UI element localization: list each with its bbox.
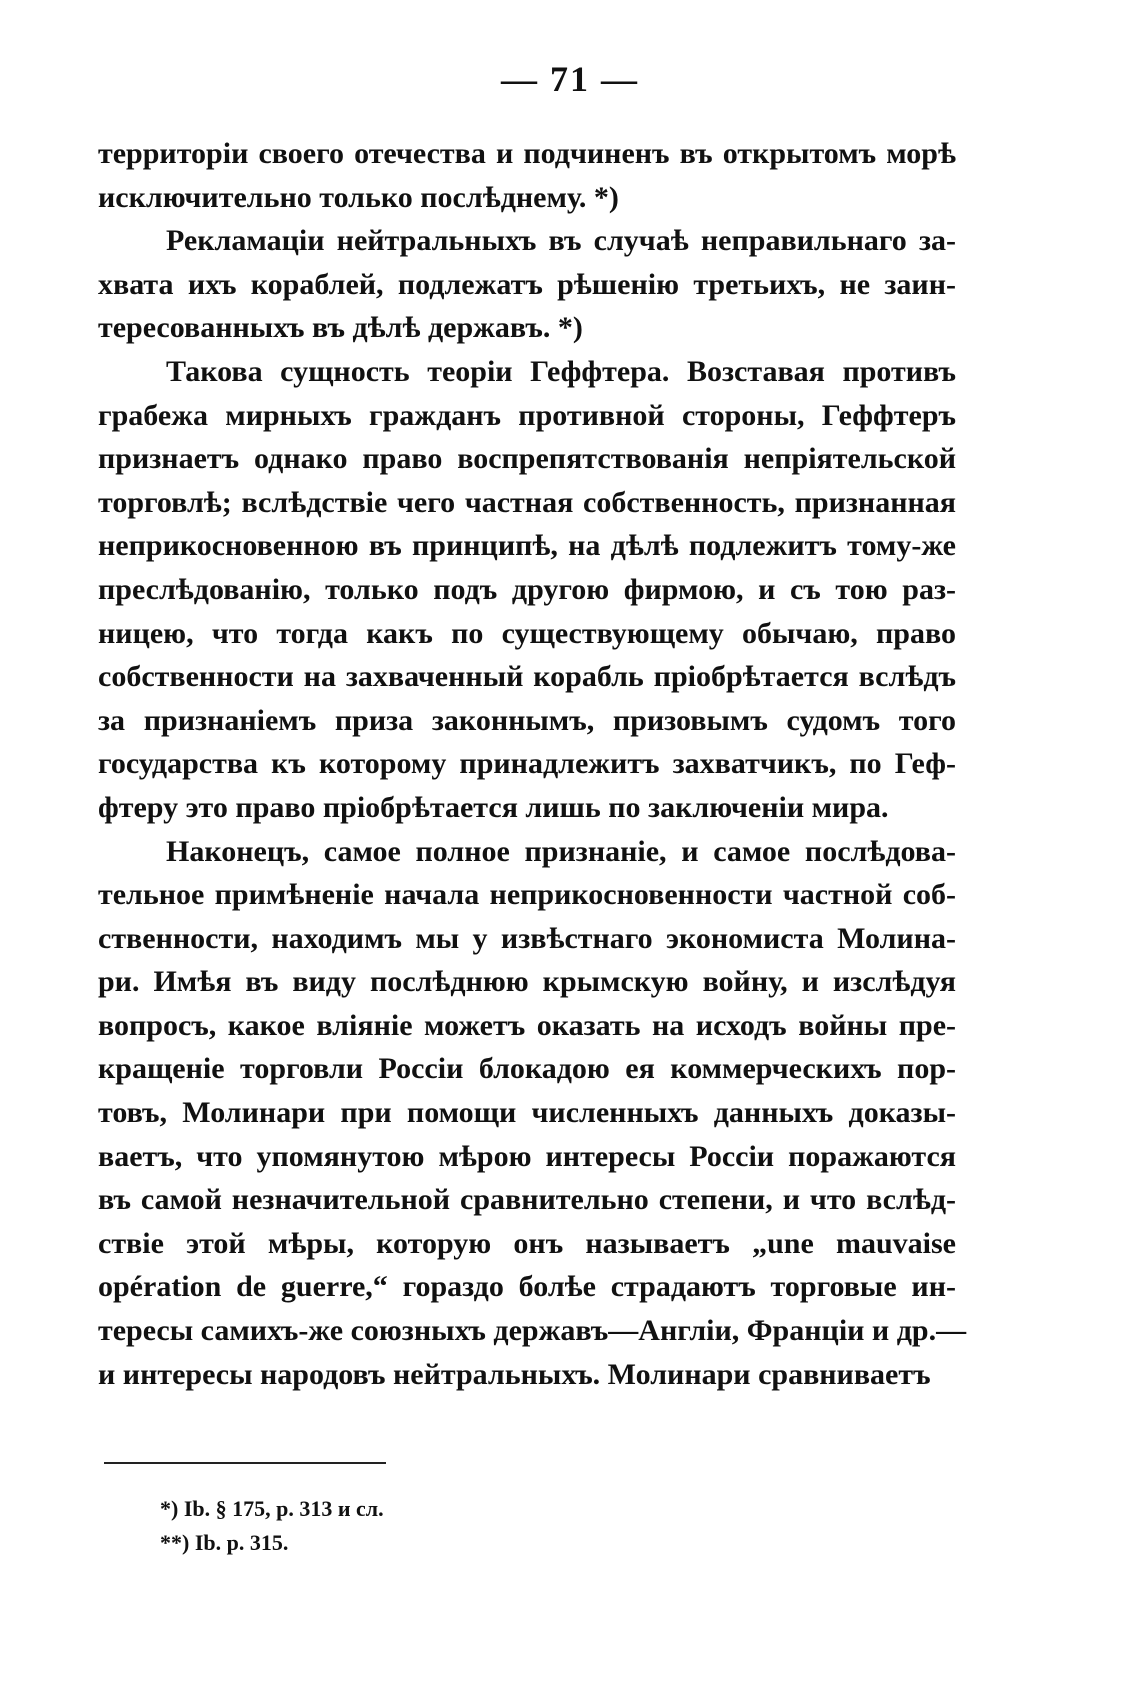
text-line: собственности на захваченный корабль прiобрѣтается вслѣдъ [98, 660, 956, 694]
text-line: государства къ которому принадлежитъ захватчикъ, по Геф- [98, 747, 956, 781]
paragraph [98, 132, 956, 219]
text-line: кращенiе торговли Россiи блокадою ея коммерческихъ пор- [98, 1052, 956, 1086]
body-text [98, 132, 967, 1396]
footnotes [160, 1492, 384, 1560]
footnote: *) Ib. § 175, p. 313 и сл. [160, 1496, 384, 1521]
paragraph [98, 350, 956, 830]
page-number: — 71 — [501, 59, 639, 99]
text-line: Рекламацiи нейтральныхъ въ случаѣ неправильнаго за- [166, 224, 956, 258]
paragraph [98, 830, 967, 1397]
text-line: Наконецъ, самое полное признанiе, и самое послѣдова- [166, 834, 956, 868]
text-line: въ самой незначительной сравнительно степени, и что вслѣд- [98, 1183, 956, 1217]
text-line: за признанiемъ приза законнымъ, призовымъ судомъ того [98, 703, 956, 737]
text-line: Такова сущность теорiи Геффтера. Возставая противъ [166, 354, 956, 388]
text-line: фтеру это право прiобрѣтается лишь по заключенiи мира. [98, 790, 889, 824]
text-line: признаетъ однако право воспрепятствованiя непрiятельской [98, 442, 956, 476]
text-line: грабежа мирныхъ гражданъ противной стороны, Геффтеръ [98, 398, 956, 432]
text-line: ствiе этой мѣры, которую онъ называетъ „une mauvaise [98, 1226, 956, 1260]
footnote: **) Ib. p. 315. [160, 1530, 289, 1555]
text-line: и интересы народовъ нейтральныхъ. Молинари сравниваетъ [98, 1357, 931, 1391]
text-line: исключительно только послѣднему. *) [98, 180, 619, 214]
text-line: тельное примѣненiе начала неприкосновенности частной соб- [98, 878, 956, 912]
text-line: территорiи своего отечества и подчиненъ въ открытомъ морѣ [98, 137, 956, 170]
text-line: преслѣдованiю, только подъ другою фирмою, и съ тою раз- [98, 572, 956, 606]
footnote-divider [104, 1462, 386, 1464]
text-line: ваетъ, что упомянутою мѣрою интересы Россiи поражаются [98, 1139, 956, 1173]
text-line: вопросъ, какое влiянiе можетъ оказать на исходъ войны пре- [98, 1008, 956, 1042]
text-line: opération de guerre,“ гораздо болѣе страдаютъ торговые ин- [98, 1270, 956, 1304]
text-line: ственности, находимъ мы у извѣстнаго экономиста Молина- [98, 921, 956, 955]
text-line: торговлѣ; вслѣдствiе чего частная собственность, признанная [98, 485, 956, 519]
text-line: ницею, что тогда какъ по существующему обычаю, право [98, 616, 956, 650]
text-line: тересы самихъ-же союзныхъ державъ—Англiи, Францiи и др.— [98, 1314, 967, 1348]
text-line: ри. Имѣя въ виду послѣднюю крымскую войну, и изслѣдуя [98, 965, 956, 999]
text-line: товъ, Молинари при помощи численныхъ данныхъ доказы- [98, 1096, 956, 1130]
text-line: тересованныхъ въ дѣлѣ державъ. *) [98, 311, 583, 345]
paragraph [98, 219, 956, 350]
text-line: неприкосновенною въ принципѣ, на дѣлѣ подлежитъ тому-же [98, 529, 956, 563]
text-line: хвата ихъ кораблей, подлежатъ рѣшенiю третьихъ, не заин- [98, 267, 956, 301]
